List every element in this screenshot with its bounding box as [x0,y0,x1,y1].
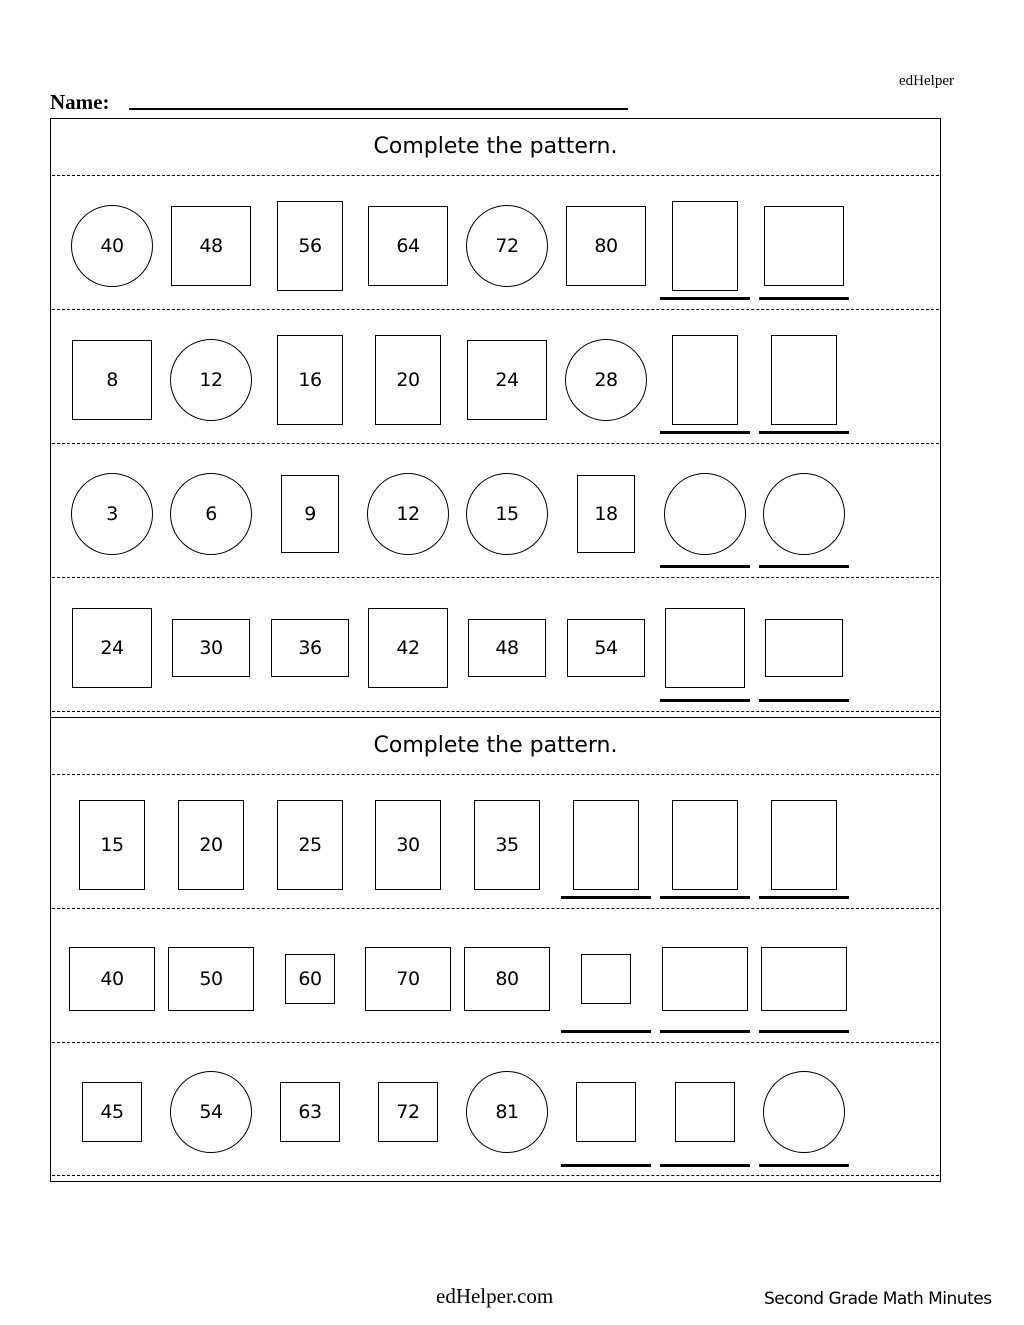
dashed-separator [52,908,939,909]
pattern-number-box: 80 [464,947,550,1011]
answer-box[interactable] [662,947,748,1011]
answer-line [660,1164,750,1167]
pattern-number-box: 54 [567,619,645,677]
dashed-separator [52,1175,939,1176]
answer-line [759,1164,849,1167]
footer-site: edHelper.com [436,1284,554,1308]
pattern-number-box: 48 [468,619,546,677]
pattern-number-box: 42 [368,608,448,688]
answer-box[interactable] [765,619,843,677]
dashed-separator [52,711,939,712]
answer-line [759,565,849,568]
answer-line [561,1164,651,1167]
answer-line [660,896,750,899]
answer-box[interactable] [665,608,745,688]
pattern-number-box: 6 [170,473,252,555]
name-input-line[interactable] [129,108,628,110]
section-divider [50,717,941,718]
pattern-number-box: 8 [72,340,152,420]
pattern-number-box: 54 [170,1071,252,1153]
pattern-number-box: 18 [577,475,635,553]
answer-box[interactable] [675,1082,735,1142]
answer-line [759,297,849,300]
answer-line [660,565,750,568]
pattern-number-box: 12 [170,339,252,421]
pattern-number-box: 16 [277,335,343,425]
answer-box[interactable] [761,947,847,1011]
footer-series: Second Grade Math Minutes [764,1289,992,1309]
section-heading: Complete the pattern. [373,134,618,159]
answer-box[interactable] [763,473,845,555]
answer-box[interactable] [771,335,837,425]
pattern-number-box: 72 [378,1082,438,1142]
answer-line [660,1030,750,1033]
pattern-number-box: 3 [71,473,153,555]
pattern-number-box: 20 [375,335,441,425]
pattern-number-box: 72 [466,205,548,287]
answer-line [759,896,849,899]
answer-line [759,1030,849,1033]
dashed-separator [52,175,939,176]
pattern-number-box: 36 [271,619,349,677]
pattern-number-box: 9 [281,475,339,553]
answer-box[interactable] [672,335,738,425]
dashed-separator [52,309,939,310]
answer-line [660,699,750,702]
answer-line [561,896,651,899]
pattern-number-box: 56 [277,201,343,291]
dashed-separator [52,443,939,444]
answer-line [660,431,750,434]
pattern-number-box: 64 [368,206,448,286]
pattern-number-box: 15 [466,473,548,555]
pattern-number-box: 30 [375,800,441,890]
pattern-number-box: 30 [172,619,250,677]
pattern-number-box: 15 [79,800,145,890]
pattern-number-box: 48 [171,206,251,286]
pattern-number-box: 80 [566,206,646,286]
answer-box[interactable] [764,206,844,286]
answer-line [759,431,849,434]
pattern-number-box: 60 [285,954,335,1004]
answer-box[interactable] [576,1082,636,1142]
pattern-number-box: 45 [82,1082,142,1142]
pattern-number-box: 28 [565,339,647,421]
pattern-number-box: 40 [71,205,153,287]
pattern-number-box: 63 [280,1082,340,1142]
pattern-number-box: 24 [72,608,152,688]
answer-line [561,1030,651,1033]
answer-line [759,699,849,702]
pattern-number-box: 50 [168,947,254,1011]
pattern-number-box: 81 [466,1071,548,1153]
dashed-separator [52,774,939,775]
pattern-number-box: 25 [277,800,343,890]
answer-box[interactable] [763,1071,845,1153]
answer-box[interactable] [771,800,837,890]
answer-box[interactable] [581,954,631,1004]
answer-line [660,297,750,300]
answer-box[interactable] [672,201,738,291]
dashed-separator [52,1042,939,1043]
answer-box[interactable] [672,800,738,890]
answer-box[interactable] [664,473,746,555]
pattern-number-box: 40 [69,947,155,1011]
section-heading: Complete the pattern. [373,733,618,758]
dashed-separator [52,577,939,578]
pattern-number-box: 35 [474,800,540,890]
pattern-number-box: 12 [367,473,449,555]
pattern-number-box: 24 [467,340,547,420]
pattern-number-box: 20 [178,800,244,890]
name-label: Name: [50,90,110,114]
brand-logo-text: edHelper [899,73,954,89]
answer-box[interactable] [573,800,639,890]
pattern-number-box: 70 [365,947,451,1011]
